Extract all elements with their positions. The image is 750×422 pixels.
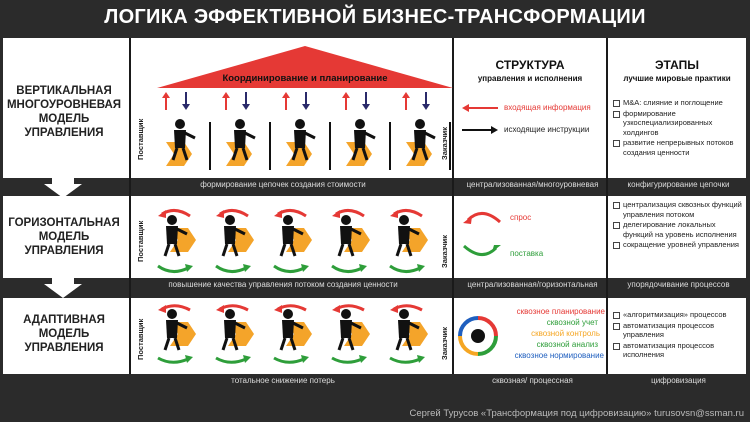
adaptive-worker-figure [150, 304, 206, 375]
stage-item: формирование узкоспециализированных холдингов [612, 109, 746, 138]
caption-stage: упорядочивание процессов [627, 280, 730, 289]
legend-norming: сквозное нормирование [514, 351, 604, 360]
stage-item: развитие непрерывных потоков создания ценности [612, 138, 746, 157]
customer-label-1: Заказчик [440, 126, 449, 160]
caption-main: тотальное снижение потерь [231, 376, 335, 385]
supplier-label-1: Поставщик [136, 118, 145, 160]
caption-stage: цифровизация [651, 376, 706, 385]
supplier-label-2: Поставщик [136, 220, 145, 262]
vertical-worker-figure [218, 92, 274, 179]
legend-supply-arc [462, 244, 502, 258]
horizontal-worker-figure [208, 206, 264, 283]
stages-head: ЭТАПЫ лучшие мировые практики [623, 58, 731, 83]
vertical-worker-figure [338, 92, 394, 179]
vertical-worker-figure [398, 92, 454, 179]
adaptive-worker-figure [324, 304, 380, 375]
adaptive-worker-figure [382, 304, 438, 375]
stage-item: автоматизация процессов исполнения [612, 341, 746, 360]
legend-demand-arc [462, 210, 502, 224]
row-title-horizontal: ГОРИЗОНТАЛЬНАЯ МОДЕЛЬ УПРАВЛЕНИЯ [8, 217, 120, 257]
supplier-label-3: Поставщик [136, 318, 145, 360]
legend-demand: спрос [510, 213, 532, 222]
legend-arrow-black [462, 126, 498, 134]
caption-structure: централизованная/многоуровневая [466, 180, 599, 189]
caption-structure: централизованная/горизонтальная [467, 280, 598, 289]
footer-credit: Сергей Турусов «Трансформация под цифровизацию» turusovsn@ssman.ru [409, 408, 744, 419]
legend-control: сквозной контроль [531, 329, 600, 338]
customer-label-2: Заказчик [440, 234, 449, 268]
stage-item: автоматизация процессов управления [612, 321, 746, 340]
caption-main: формирование цепочек создания стоимости [200, 180, 366, 189]
down-arrow-2 [44, 276, 82, 298]
separator-left [129, 38, 131, 374]
stages-list-1 [612, 98, 746, 158]
horizontal-worker-figure [266, 206, 322, 283]
legend-outgoing: исходящие инструкции [504, 125, 590, 134]
horizontal-worker-figure [324, 206, 380, 283]
adaptive-worker-figure [266, 304, 322, 375]
legend-incoming: входящая информация [504, 103, 591, 112]
roof-label: Координирование и планирование [222, 73, 388, 84]
adaptive-worker-figure [208, 304, 264, 375]
legend-supply: поставка [510, 249, 544, 258]
stage-item: делегирование локальных функций на уровень исполнения [612, 220, 746, 239]
caption-stage: конфигурирование цепочки [627, 180, 730, 189]
row-adaptive-captions [3, 376, 746, 390]
caption-structure: сквозная/ процессная [492, 376, 573, 385]
down-arrow-1 [44, 176, 82, 198]
customer-label-3: Заказчик [440, 326, 449, 360]
stage-item: «алгоритмизация» процессов [612, 310, 746, 320]
legend-accounting: сквозной учет [546, 318, 598, 327]
stages-list-2 [612, 200, 746, 251]
legend-analysis: сквозной анализ [536, 340, 598, 349]
horizontal-worker-figure [150, 206, 206, 283]
caption-main: повышение качества управления потоком создания ценности [168, 280, 398, 289]
vertical-worker-figure [278, 92, 334, 179]
stages-list-3 [612, 310, 746, 361]
page-title: ЛОГИКА ЭФФЕКТИВНОЙ БИЗНЕС-ТРАНСФОРМАЦИИ [104, 6, 646, 28]
stage-item: M&A: слияние и поглощение [612, 98, 746, 108]
separator-middle [452, 38, 454, 374]
row-title-vertical: ВЕРТИКАЛЬНАЯ МНОГОУРОВНЕВАЯ МОДЕЛЬ УПРАВЛЕНИЯ [6, 85, 122, 139]
vertical-worker-figure [158, 92, 214, 179]
separator-right [606, 38, 608, 374]
stage-item: централизация сквозных функций управления потоком [612, 200, 746, 219]
row-vertical-captions [3, 180, 746, 194]
structure-head: СТРУКТУРА управления и исполнения [477, 58, 583, 83]
row-title-adaptive: АДАПТИВНАЯ МОДЕЛЬ УПРАВЛЕНИЯ [23, 314, 105, 354]
stage-item: сокращение уровней управления [612, 240, 746, 250]
legend-arrow-red [462, 104, 498, 112]
horizontal-worker-figure [382, 206, 438, 283]
legend-planning: сквозное планирование [516, 307, 605, 316]
